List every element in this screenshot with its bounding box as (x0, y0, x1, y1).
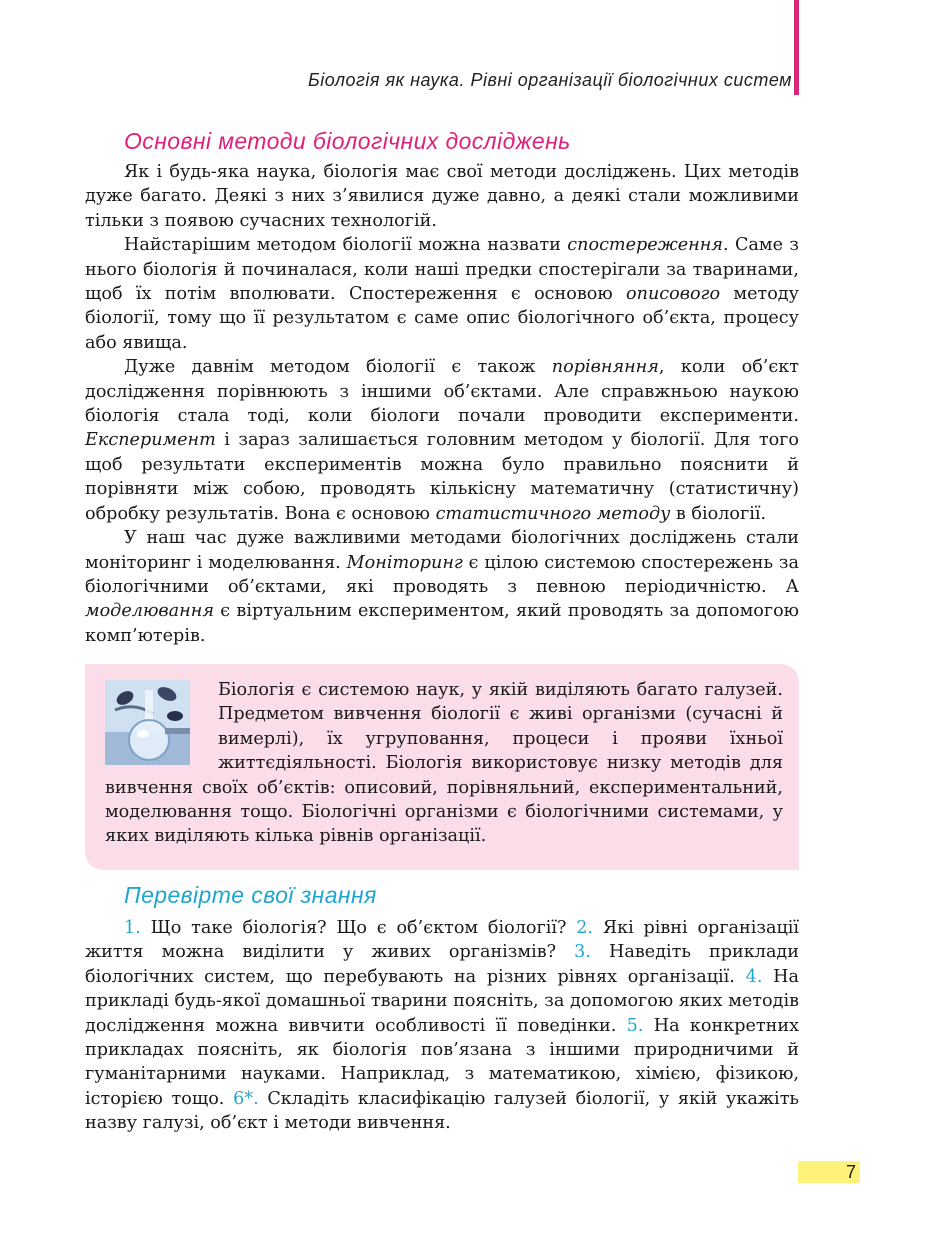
text-run: в біології. (670, 503, 767, 524)
question-text: Що таке біологія? Що є об’єктом біології? (150, 918, 567, 938)
term-emphasis: спостереження (567, 235, 723, 256)
text-run: методу біології, тому що її результатом є саме опис біологічного об’єкта, процесу або явища. (85, 284, 799, 353)
term-emphasis: описового (626, 284, 721, 305)
question-number: 4. (745, 966, 763, 987)
paragraph (85, 355, 799, 526)
question-text: На прикладі будь-якої домашньої тварини поясніть, за допомогою яких методів дослідження можна вивчити особливості її поведінки. (85, 966, 800, 1036)
paragraph: Як і будь-яка наука, біологія має свої методи досліджень. Цих методів дуже багато. Деякі з них з’явилися дуже давно, а деякі стали можливими тільки з появою сучасних технологій. (85, 162, 799, 231)
section-heading-check: Перевірте свої знання (124, 882, 377, 908)
question-number: 1. (124, 918, 141, 938)
question-text: Які рівні організації життя можна виділити у живих організмів? (85, 918, 800, 963)
text-run: Дуже давнім методом біології є також (124, 357, 552, 378)
top-accent-rule (794, 0, 799, 95)
text-run: є віртуальним експериментом, який проводять за допомогою комп’ютерів. (85, 601, 799, 646)
methods-section (85, 160, 799, 648)
questions-paragraph (85, 916, 799, 1136)
term-emphasis: статистичного методу (435, 503, 671, 524)
paragraph (85, 526, 799, 648)
image-spacer (105, 678, 218, 774)
text-run: і зараз залишається головним методом у біології. Для того щоб результати експериментів можна було правильно пояснити й порівняти між собою, проводять кількісну математичну (статистичну) обробку результатів. Вона є основою (85, 430, 799, 524)
term-emphasis: моделювання (85, 601, 214, 622)
question-text: Складіть класифікацію галузей біології, у якій укажіть назву галузі, об’єкт і методи вивчення. (85, 1088, 799, 1134)
question-number: 2. (576, 918, 594, 938)
text-run: , коли об’єкт дослідження порівнюють з іншими об’єктами. Але справжньою наукою біологія стала тоді, коли біологи почали проводити експерименти. (85, 357, 799, 427)
term-emphasis: Експеримент (85, 430, 216, 451)
summary-text-block (105, 678, 783, 849)
text-run: є цілою системою спостережень за біологічними об’єктами, які проводять з певною періодичністю. А (85, 552, 799, 597)
text-run: . Саме з нього біологія й починалася, коли наші предки спостерігали за тваринами, щоб їх потім вполювати. Спостереження є основою (85, 235, 800, 305)
term-emphasis: порівняння (551, 357, 659, 378)
page-number: 7 (798, 1161, 860, 1183)
text-run: Найстарішим методом біології можна назвати (124, 235, 568, 256)
question-number: 6*. (233, 1088, 259, 1109)
questions-section (85, 916, 799, 1136)
summary-box (85, 664, 799, 870)
text-run: У наш час дуже важливими методами біологічних досліджень стали моніторинг і моделювання. (85, 528, 799, 573)
question-number: 3. (574, 942, 591, 963)
question-number: 5. (626, 1015, 644, 1036)
running-head: Біологія як наука. Рівні організації біологічних систем (308, 70, 792, 90)
paragraph (85, 233, 799, 355)
question-text: На конкретних прикладах поясніть, як біологія пов’язана з іншими природничими й гуманітарними науками. Наприклад, з математикою, хімією, фізикою, історією тощо. (85, 1015, 800, 1109)
section-heading-methods: Основні методи біологічних досліджень (124, 128, 571, 154)
term-emphasis: Моніторинг (346, 552, 463, 573)
summary-paragraph: Біологія є системою наук, у якій виділяють багато галузей. Предметом вивчення біології є живі організми (сучасні й вимерлі), їх угруповання, процеси і прояви їхньої життєдіяльності. Біологія використовує низку методів для вивчення своїх об’єктів: описовий, порівняльний, експериментальний, моделювання тощо. Біологічні організми є біологічними системами, у яких виділяють кілька рівнів організації. (105, 680, 783, 847)
question-text: Наведіть приклади біологічних систем, що перебувають на різних рівнях організації. (85, 942, 799, 987)
